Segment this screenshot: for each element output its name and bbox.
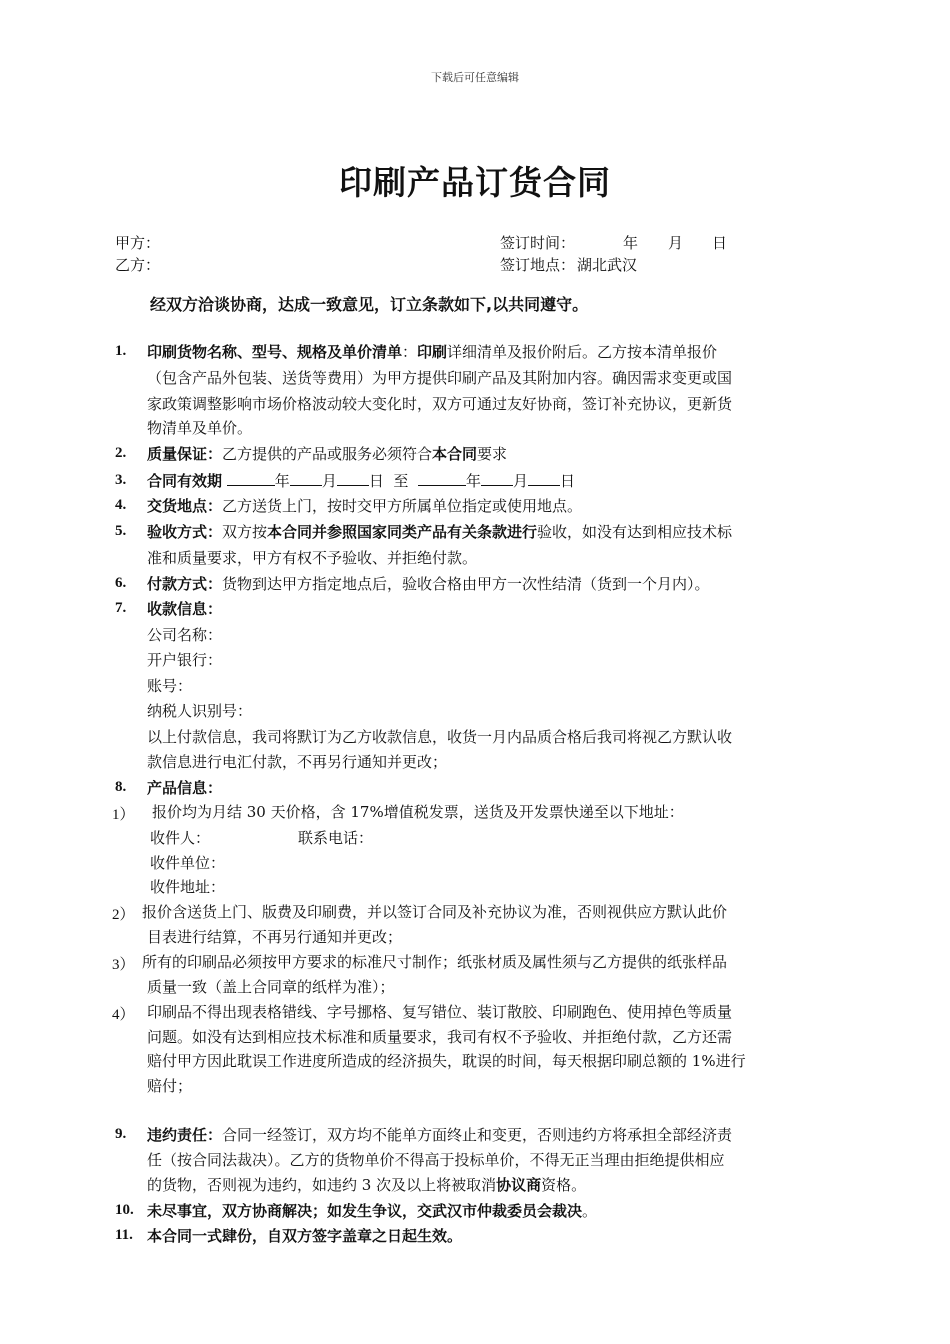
sign-time-label: 签订时间： — [500, 234, 576, 252]
sub-2-line-1: 报价含送货上门、版费及印刷费，并以签订合同及补充协议为准，否则视供应方默认此价 — [142, 903, 728, 921]
clause-11-number: 11. — [115, 1227, 133, 1243]
clause-4-line — [147, 495, 582, 516]
clause-1-number: 1. — [115, 343, 127, 359]
sub-1-text: 报价均为月结 30 天价格，含 17%增值税发票，送货及开发票快递至以下地址： — [152, 803, 684, 821]
month-blank[interactable] — [290, 472, 322, 486]
sub-4-line-3: 赔付甲方因此耽误工作进度所造成的经济损失，耽误的时间，每天根据印刷总额的 1%进行 — [147, 1052, 746, 1070]
clause-6-text: 货物到达甲方指定地点后，验收合格由甲方一次性结清（货到一个月内）。 — [222, 575, 710, 593]
clause-3-month: 月 — [321, 472, 337, 490]
clause-1-text: 详细清单及报价附后。乙方按本清单报价 — [447, 343, 718, 361]
clause-3-to: 至 — [393, 472, 409, 490]
clause-9-line-1 — [147, 1124, 732, 1145]
clause-3-day-2: 日 — [559, 472, 575, 490]
clause-2-heading: 质量保证： — [147, 445, 223, 463]
clause-9-line-3 — [147, 1174, 586, 1195]
payment-note-line-1: 以上付款信息，我司将默订为乙方收款信息，收货一月内品质合格后我司将视乙方默认收 — [147, 728, 733, 746]
taxpayer-id-label: 纳税人识别号： — [147, 702, 253, 720]
clause-1-bold: 印刷 — [417, 343, 448, 361]
header-note: 下载后可任意编辑 — [431, 71, 519, 84]
clause-5-heading: 验收方式： — [147, 523, 223, 541]
clause-2-text: 乙方提供的产品或服务必须符合 — [222, 445, 433, 463]
sub-4-line-1: 印刷品不得出现表格错线、字号挪格、复写错位、装订散胶、印刷跑色、使用掉色等质量 — [147, 1003, 733, 1021]
company-name-label: 公司名称： — [147, 626, 223, 644]
clause-10-end: 。 — [582, 1202, 598, 1220]
clause-7-heading: 收款信息： — [147, 600, 223, 618]
sign-day: 日 — [712, 234, 728, 252]
clause-1-line-3: 家政策调整影响市场价格波动较大变化时，双方可通过友好协商，签订补充协议，更新货 — [147, 395, 733, 413]
clause-1-heading: 印刷货物名称、型号、规格及单价清单 — [147, 343, 403, 361]
clause-5-number: 5. — [115, 523, 127, 539]
clause-5-line-1 — [147, 521, 732, 542]
intro-text: 经双方洽谈协商，达成一致意见，订立条款如下,以共同遵守。 — [150, 295, 589, 314]
day-blank-2[interactable] — [528, 472, 560, 486]
clause-10-text: 未尽事宜，双方协商解决；如发生争议，交武汉市仲裁委员会裁决 — [147, 1202, 583, 1220]
clause-1-colon: ： — [402, 343, 418, 361]
sub-4-line-4: 赔付； — [147, 1077, 193, 1095]
sign-place-value: 湖北武汉 — [577, 256, 638, 274]
clause-5-text: 双方按 — [222, 523, 268, 541]
clause-3-heading: 合同有效期 — [147, 472, 223, 490]
clause-8-heading: 产品信息： — [147, 779, 223, 797]
clause-10-line — [147, 1200, 597, 1221]
clause-3-year-2: 年 — [465, 472, 481, 490]
receiver-unit-label: 收件单位： — [150, 854, 226, 872]
payment-note-line-2: 款信息进行电汇付款，不再另行通知并更改； — [147, 753, 448, 771]
clause-4-number: 4. — [115, 497, 127, 513]
sub-3-line-1: 所有的印刷品必须按甲方要求的标准尺寸制作；纸张材质及属性须与乙方提供的纸张样品 — [142, 953, 728, 971]
sign-month: 月 — [668, 234, 684, 252]
account-label: 账号： — [147, 677, 193, 695]
year-blank[interactable] — [227, 472, 275, 486]
clause-9-heading: 违约责任： — [147, 1126, 223, 1144]
sub-2-line-2: 目表进行结算，不再另行通知并更改； — [147, 928, 403, 946]
sign-year: 年 — [623, 234, 639, 252]
clause-3-day: 日 — [368, 472, 384, 490]
month-blank-2[interactable] — [481, 472, 513, 486]
clause-11-text: 本合同一式肆份，自双方签字盖章之日起生效。 — [147, 1227, 463, 1245]
clause-10-number: 10. — [115, 1202, 134, 1218]
clause-3-year: 年 — [274, 472, 290, 490]
sign-place-label: 签订地点： — [500, 256, 576, 274]
phone-label: 联系电话： — [298, 829, 374, 847]
clause-1-line-1 — [147, 341, 717, 362]
page-title: 印刷产品订货合同 — [339, 163, 611, 202]
clause-9-line-3-end: 资格。 — [541, 1176, 587, 1194]
clause-5-line-2: 准和质量要求，甲方有权不予验收、并拒绝付款。 — [147, 549, 478, 567]
receiver-address-label: 收件地址： — [150, 878, 226, 896]
clause-4-heading: 交货地点： — [147, 497, 223, 515]
receiver-label: 收件人： — [150, 829, 211, 847]
sub-3-number: 3） — [112, 957, 135, 973]
clause-1-line-2: （包含产品外包装、送货等费用）为甲方提供印刷产品及其附加内容。确因需求变更或国 — [147, 369, 733, 387]
sub-4-number: 4） — [112, 1007, 135, 1023]
clause-3-number: 3. — [115, 472, 127, 488]
clause-5-text-end: 验收，如没有达到相应技术标 — [537, 523, 733, 541]
clause-2-number: 2. — [115, 445, 127, 461]
bank-label: 开户银行： — [147, 651, 223, 669]
clause-9-bold: 协议商 — [496, 1176, 542, 1194]
clause-9-line-3-text: 的货物，否则视为违约，如违约 3 次及以上将被取消 — [147, 1176, 497, 1194]
party-b-label: 乙方： — [115, 256, 161, 274]
clause-6-heading: 付款方式： — [147, 575, 223, 593]
sub-3-line-2: 质量一致（盖上合同章的纸样为准）； — [147, 978, 395, 996]
clause-2-line — [147, 443, 507, 464]
clause-1-line-4: 物清单及单价。 — [147, 419, 253, 437]
sub-4-line-2: 问题。如没有达到相应技术标准和质量要求，我司有权不予验收、并拒绝付款，乙方还需 — [147, 1028, 733, 1046]
clause-9-line-2: 任（按合同法裁决）。乙方的货物单价不得高于投标单价，不得无正当理由拒绝提供相应 — [147, 1151, 725, 1169]
clause-2-text-end: 要求 — [477, 445, 508, 463]
year-blank-2[interactable] — [418, 472, 466, 486]
clause-3-month-2: 月 — [512, 472, 528, 490]
clause-4-text: 乙方送货上门，按时交甲方所属单位指定或使用地点。 — [222, 497, 583, 515]
sub-1-number: 1） — [112, 807, 135, 823]
clause-5-bold: 本合同并参照国家同类产品有关条款进行 — [267, 523, 538, 541]
clause-8-number: 8. — [115, 779, 127, 795]
party-a-label: 甲方： — [115, 234, 161, 252]
clause-6-line — [147, 573, 710, 594]
clause-3-line — [147, 470, 575, 491]
day-blank[interactable] — [337, 472, 369, 486]
clause-7-number: 7. — [115, 600, 127, 616]
clause-9-number: 9. — [115, 1126, 127, 1142]
clause-9-text: 合同一经签订，双方均不能单方面终止和变更，否则违约方将承担全部经济责 — [222, 1126, 733, 1144]
clause-6-number: 6. — [115, 575, 127, 591]
clause-2-bold: 本合同 — [432, 445, 478, 463]
sub-2-number: 2） — [112, 907, 135, 923]
